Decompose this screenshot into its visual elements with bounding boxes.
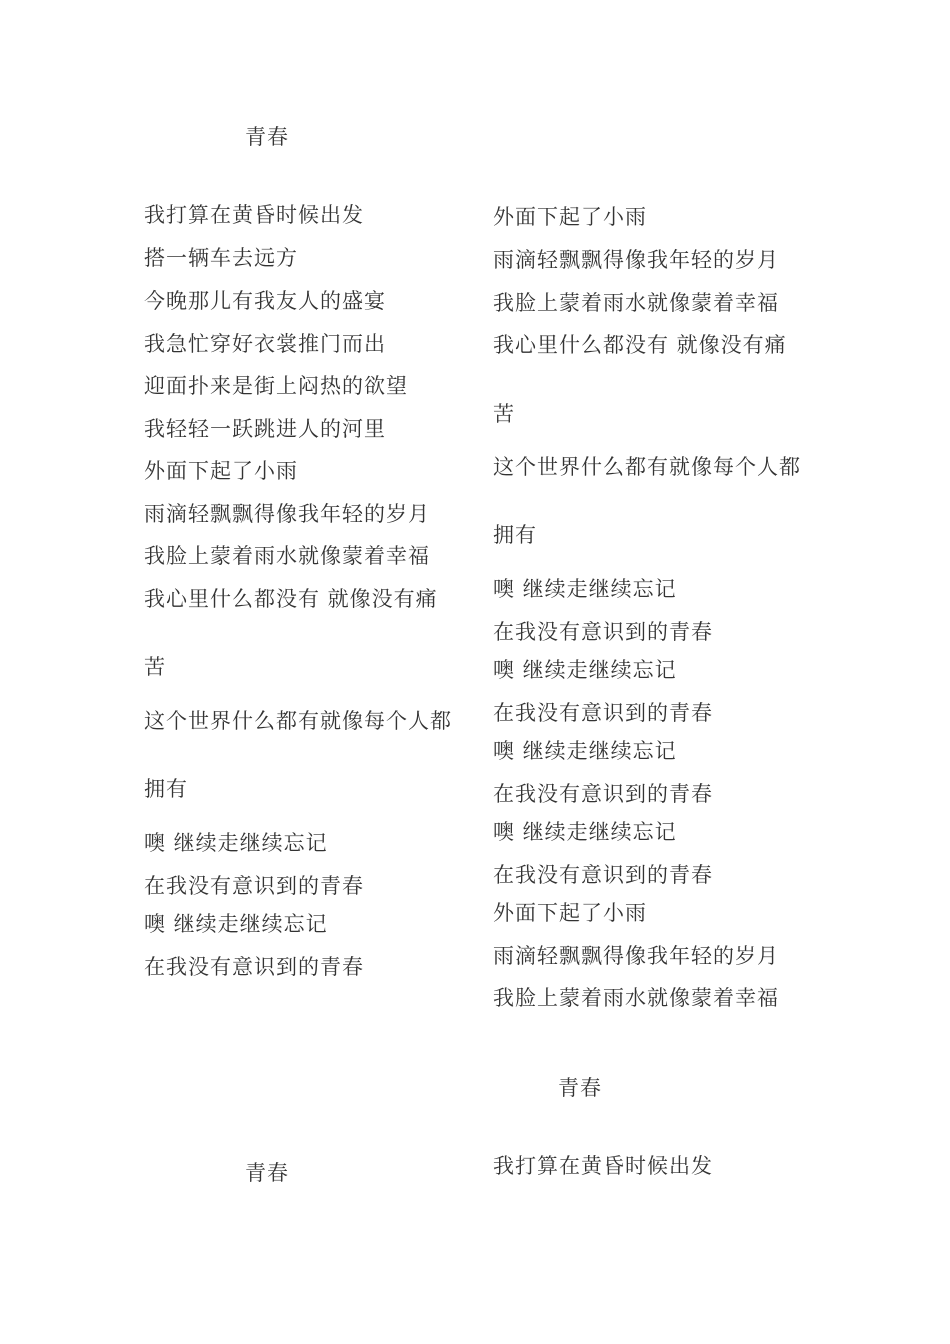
left-lyric-line: 外面下起了小雨	[144, 459, 298, 483]
left-lyric-line: 噢 继续走继续忘记	[144, 912, 328, 936]
right-lyric-line: 在我没有意识到的青春	[493, 782, 713, 806]
left-lyric-line: 我脸上蒙着雨水就像蒙着幸福	[144, 544, 430, 568]
right-lyric-line: 雨滴轻飘飘得像我年轻的岁月	[493, 944, 779, 968]
right-lyric-line: 噢 继续走继续忘记	[493, 658, 677, 682]
left-lyric-line: 苦	[144, 655, 166, 679]
right-lyric-line: 这个世界什么都有就像每个人都	[493, 455, 801, 479]
left-lyric-line: 噢 继续走继续忘记	[144, 831, 328, 855]
right-lyric-line: 外面下起了小雨	[493, 205, 647, 229]
right-lyric-line: 我脸上蒙着雨水就像蒙着幸福	[493, 291, 779, 315]
left-lyric-line: 在我没有意识到的青春	[144, 874, 364, 898]
left-lyric-line: 我轻轻一跃跳进人的河里	[144, 417, 386, 441]
right-lyric-line: 在我没有意识到的青春	[493, 863, 713, 887]
right-lyric-line: 我心里什么都没有 就像没有痛	[493, 333, 787, 357]
left-lyric-line: 在我没有意识到的青春	[144, 955, 364, 979]
left-lyric-line: 我心里什么都没有 就像没有痛	[144, 587, 438, 611]
right-lyric-line: 噢 继续走继续忘记	[493, 820, 677, 844]
left-lyric-line: 我急忙穿好衣裳推门而出	[144, 332, 386, 356]
right-lyric-line: 苦	[493, 402, 515, 426]
left-lyric-line: 拥有	[144, 777, 188, 801]
left-lyric-line: 今晚那儿有我友人的盛宴	[144, 289, 386, 313]
left-lyric-line: 搭一辆车去远方	[144, 246, 298, 270]
right-bottom-line: 我打算在黄昏时候出发	[493, 1154, 713, 1178]
right-lyric-line: 噢 继续走继续忘记	[493, 577, 677, 601]
left-lyric-line: 我打算在黄昏时候出发	[144, 203, 364, 227]
left-lyric-line: 雨滴轻飘飘得像我年轻的岁月	[144, 502, 430, 526]
right-lyric-line: 噢 继续走继续忘记	[493, 739, 677, 763]
left-title: 青春	[245, 125, 289, 149]
left-bottom-title: 青春	[245, 1161, 289, 1185]
right-bottom-title: 青春	[558, 1076, 602, 1100]
right-lyric-line: 拥有	[493, 523, 537, 547]
right-lyric-line: 在我没有意识到的青春	[493, 701, 713, 725]
right-lyric-line: 雨滴轻飘飘得像我年轻的岁月	[493, 248, 779, 272]
left-lyric-line: 这个世界什么都有就像每个人都	[144, 709, 452, 733]
left-lyric-line: 迎面扑来是街上闷热的欲望	[144, 374, 408, 398]
right-lyric-line: 我脸上蒙着雨水就像蒙着幸福	[493, 986, 779, 1010]
right-lyric-line: 在我没有意识到的青春	[493, 620, 713, 644]
right-lyric-line: 外面下起了小雨	[493, 901, 647, 925]
